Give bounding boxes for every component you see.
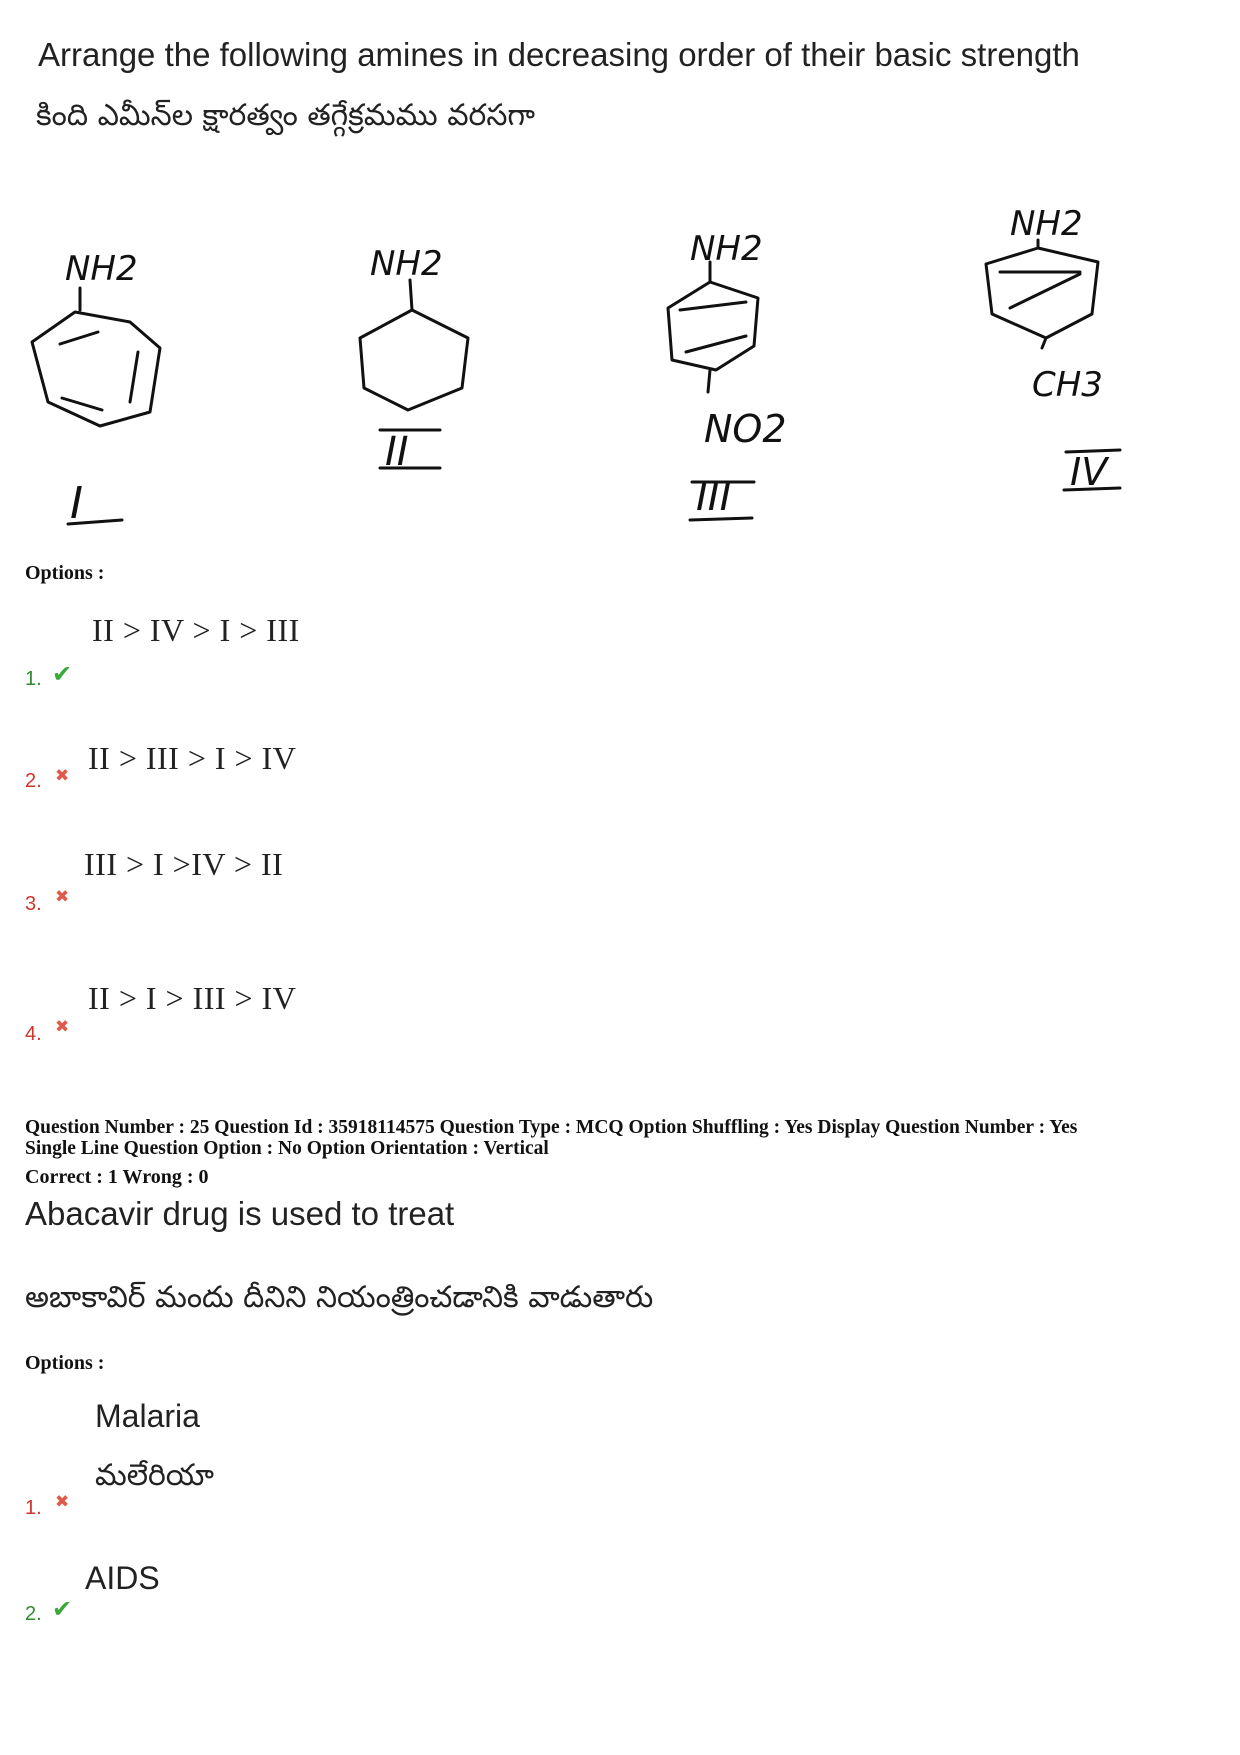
cross-icon: ✖ <box>55 1017 70 1037</box>
option-2-text[interactable]: AIDS <box>85 1560 160 1596</box>
option-3-number: 3. <box>25 893 42 915</box>
option-2-number: 2. <box>25 1603 42 1625</box>
question-text-english: Arrange the following amines in decreasing order of their basic strength <box>38 36 1080 73</box>
structure-iv-group: NH2 <box>1010 204 1083 244</box>
structure-iv-label: IV <box>1070 450 1108 494</box>
option-1-number: 1. <box>25 1497 42 1519</box>
question-text-telugu: అబాకావిర్ మందు దీనిని నియంత్రించడానికి వాడుతారు <box>25 1280 654 1315</box>
structure-i-label: I <box>70 478 83 529</box>
option-2-number: 2. <box>25 770 42 792</box>
cross-icon: ✖ <box>55 766 70 786</box>
structure-ii-group: NH2 <box>370 244 443 284</box>
option-3-text[interactable]: III > I >IV > II <box>84 846 284 882</box>
check-icon: ✔ <box>52 660 73 688</box>
structure-iii-label: III <box>696 474 732 520</box>
structure-p-toluidine <box>970 200 1150 500</box>
structure-p-nitroaniline <box>650 220 820 540</box>
check-icon: ✔ <box>52 1595 73 1623</box>
structure-i-group: NH2 <box>65 249 138 289</box>
options-heading: Options : <box>25 1352 105 1374</box>
question-meta-line-2: Single Line Question Option : No Option Orientation : Vertical <box>25 1138 549 1159</box>
option-1-text[interactable]: II > IV > I > III <box>92 612 300 648</box>
option-4-number: 4. <box>25 1023 42 1045</box>
question-marks: Correct : 1 Wrong : 0 <box>25 1166 209 1188</box>
option-1-text-telugu[interactable]: మలేరియా <box>95 1458 215 1493</box>
structure-iv-substituent: CH3 <box>1032 365 1103 405</box>
structure-iii-substituent: NO2 <box>704 407 787 451</box>
structure-ii-label: II <box>385 429 409 475</box>
question-meta-line-1: Question Number : 25 Question Id : 35918114575 Question Type : MCQ Option Shuffling : Yes Display Question Number : Yes <box>25 1117 1078 1138</box>
option-4-text[interactable]: II > I > III > IV <box>88 980 297 1016</box>
question-text-english: Abacavir drug is used to treat <box>25 1195 455 1232</box>
option-2-text[interactable]: II > III > I > IV <box>88 740 297 776</box>
structure-aniline <box>20 240 180 540</box>
question-text-telugu: కింది ఎమీన్‌ల క్షారత్వం తగ్గేక్రమము వరసగా <box>36 98 536 133</box>
cross-icon: ✖ <box>55 1492 70 1512</box>
structure-cyclohexylamine <box>340 240 500 480</box>
options-heading: Options : <box>25 562 105 584</box>
option-1-number: 1. <box>25 668 42 690</box>
structure-iii-group: NH2 <box>690 229 763 269</box>
option-1-text-english[interactable]: Malaria <box>95 1398 200 1434</box>
cross-icon: ✖ <box>55 887 70 907</box>
